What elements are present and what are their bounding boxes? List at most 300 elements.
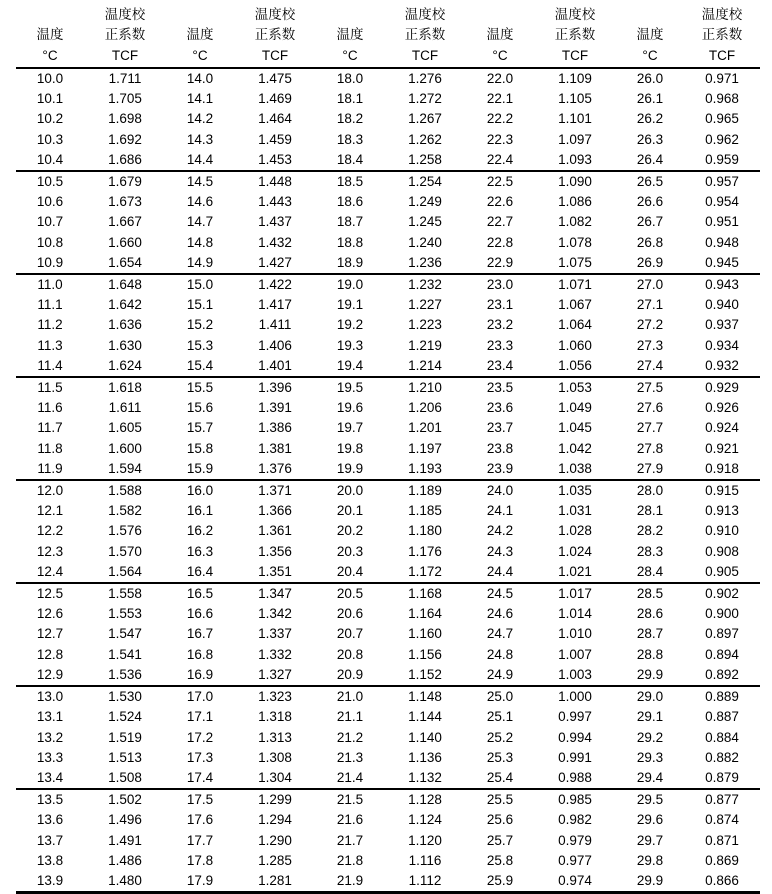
tcf-cell: 1.132 (408, 769, 442, 785)
table-row (16, 851, 760, 871)
header-temp-label: 温度 (336, 27, 364, 42)
tcf-cell: 1.071 (534, 274, 616, 295)
tcf-cell: 1.524 (108, 709, 142, 725)
tcf-cell: 1.508 (108, 769, 142, 785)
tcf-cell: 0.913 (705, 503, 739, 519)
temperature-cell: 14.4 (186, 151, 214, 167)
table-row (16, 233, 760, 253)
tcf-cell: 1.097 (558, 131, 592, 147)
tcf-cell: 0.985 (534, 789, 616, 810)
tcf-cell: 0.877 (684, 789, 760, 810)
tcf-cell: 1.272 (408, 91, 442, 107)
temperature-cell: 15.9 (186, 460, 214, 476)
tcf-cell: 1.605 (108, 420, 142, 436)
tcf-cell: 1.193 (408, 460, 442, 476)
tcf-cell: 1.411 (258, 317, 292, 333)
tcf-cell: 0.910 (705, 523, 739, 539)
temperature-cell: 26.1 (636, 91, 664, 107)
tcf-cell: 0.897 (705, 626, 739, 642)
table-row (16, 542, 760, 562)
tcf-cell: 0.979 (558, 832, 592, 848)
tcf-cell: 1.090 (534, 171, 616, 192)
tcf-cell: 1.376 (258, 460, 292, 476)
temperature-cell: 18.4 (336, 151, 364, 167)
temperature-cell: 20.9 (336, 666, 364, 682)
tcf-cell: 0.915 (684, 480, 760, 501)
tcf-cell: 1.547 (108, 626, 142, 642)
tcf-cell: 1.021 (558, 563, 592, 579)
tcf-cell: 1.459 (258, 131, 292, 147)
tcf-cell: 1.067 (558, 297, 592, 313)
tcf-cell: 0.962 (705, 131, 739, 147)
table-row (16, 150, 760, 171)
table-row (16, 68, 760, 89)
temperature-cell: 16.1 (186, 503, 214, 519)
tcf-cell: 1.304 (258, 769, 292, 785)
temperature-cell: 14.8 (186, 234, 214, 250)
tcf-cell: 1.513 (108, 749, 142, 765)
temperature-cell: 29.9 (636, 666, 664, 682)
header-blank (166, 0, 234, 24)
tcf-cell: 1.189 (384, 480, 466, 501)
tcf-cell: 1.406 (258, 337, 292, 353)
temperature-cell: 24.5 (466, 583, 534, 604)
temperature-cell: 20.8 (336, 646, 364, 662)
table-row (16, 130, 760, 150)
temperature-cell: 19.8 (336, 440, 364, 456)
header-blank (316, 0, 384, 24)
temperature-cell: 21.6 (336, 812, 364, 828)
tcf-cell: 1.024 (558, 543, 592, 559)
temperature-cell: 23.9 (486, 460, 514, 476)
temperature-cell: 19.0 (316, 274, 384, 295)
temperature-cell: 13.8 (36, 852, 64, 868)
temperature-cell: 13.1 (36, 709, 64, 725)
temperature-cell: 14.0 (186, 71, 214, 86)
temperature-cell: 25.7 (486, 832, 514, 848)
tcf-cell: 1.232 (384, 274, 466, 295)
temperature-cell: 26.8 (636, 234, 664, 250)
table-row (16, 789, 760, 810)
tcf-cell: 1.028 (558, 523, 592, 539)
temperature-cell: 12.6 (36, 606, 64, 622)
temperature-cell: 29.4 (636, 769, 664, 785)
temperature-cell: 29.7 (636, 832, 664, 848)
temperature-cell: 28.5 (616, 583, 684, 604)
tcf-cell: 1.541 (108, 646, 142, 662)
temperature-cell: 22.3 (486, 131, 514, 147)
temperature-cell: 23.6 (486, 400, 514, 416)
temperature-cell: 22.5 (466, 171, 534, 192)
tcf-cell: 0.871 (705, 832, 739, 848)
temperature-cell: 20.3 (336, 543, 364, 559)
tcf-cell: 1.258 (408, 151, 442, 167)
temperature-cell: 16.8 (186, 646, 214, 662)
tcf-cell: 0.997 (558, 709, 592, 725)
temperature-cell: 16.6 (186, 606, 214, 622)
temperature-cell: 26.9 (636, 254, 664, 270)
tcf-cell: 1.007 (558, 646, 592, 662)
table-row (16, 871, 760, 893)
temperature-cell: 13.2 (36, 729, 64, 745)
tcf-cell: 1.164 (408, 606, 442, 622)
temperature-cell: 12.3 (36, 543, 64, 559)
tcf-cell: 0.974 (534, 871, 616, 893)
header-temp-unit: °C (192, 48, 208, 63)
header-temp-unit: °C (642, 48, 658, 63)
tcf-cell: 1.396 (234, 377, 316, 398)
tcf-cell: 1.642 (108, 297, 142, 313)
tcf-cell: 1.116 (408, 852, 442, 868)
temperature-cell: 23.0 (466, 274, 534, 295)
tcf-cell: 1.576 (108, 523, 142, 539)
temperature-cell: 14.3 (186, 131, 214, 147)
temperature-cell: 23.1 (486, 297, 514, 313)
temperature-cell: 14.6 (186, 194, 214, 210)
tcf-cell: 1.060 (558, 337, 592, 353)
tcf-cell: 1.582 (108, 503, 142, 519)
temperature-cell: 20.4 (336, 563, 364, 579)
header-temp-label: 温度 (36, 27, 64, 42)
table-row (16, 665, 760, 686)
temperature-cell: 20.2 (336, 523, 364, 539)
temperature-cell: 28.8 (636, 646, 664, 662)
temperature-cell: 20.6 (336, 606, 364, 622)
tcf-cell: 1.570 (108, 543, 142, 559)
temperature-cell: 27.7 (636, 420, 664, 436)
header-temp-unit: °C (492, 48, 508, 63)
tcf-cell: 1.017 (534, 583, 616, 604)
temperature-cell: 24.4 (486, 563, 514, 579)
tcf-cell: 1.679 (84, 171, 166, 192)
temperature-cell: 18.8 (336, 234, 364, 250)
header-tcf-label-1: 温度校 (701, 7, 743, 22)
tcf-cell: 1.294 (258, 812, 292, 828)
tcf-cell: 1.056 (558, 357, 592, 373)
temperature-cell: 10.7 (36, 214, 64, 230)
table-row (16, 212, 760, 232)
header-blank (16, 0, 84, 24)
tcf-cell: 0.991 (558, 749, 592, 765)
temperature-cell: 17.3 (186, 749, 214, 765)
temperature-cell: 29.6 (636, 812, 664, 828)
tcf-cell: 1.361 (258, 523, 292, 539)
temperature-cell: 29.9 (616, 871, 684, 893)
tcf-cell: 0.900 (705, 606, 739, 622)
tcf-cell: 1.673 (108, 194, 142, 210)
temperature-cell: 24.0 (466, 480, 534, 501)
tcf-cell: 1.105 (558, 91, 592, 107)
header-tcf-label-1: 温度校 (554, 7, 596, 22)
tcf-cell: 1.371 (234, 480, 316, 501)
tcf-cell: 1.201 (408, 420, 442, 436)
temperature-cell: 26.6 (636, 194, 664, 210)
temperature-cell: 15.4 (186, 357, 214, 373)
table-row (16, 459, 760, 480)
temperature-cell: 27.6 (636, 400, 664, 416)
header-blank (466, 0, 534, 24)
temperature-cell: 20.5 (316, 583, 384, 604)
tcf-cell: 0.959 (705, 151, 739, 167)
temperature-cell: 17.4 (186, 769, 214, 785)
temperature-cell: 25.3 (486, 749, 514, 765)
temperature-cell: 12.8 (36, 646, 64, 662)
temperature-cell: 10.6 (36, 194, 64, 210)
header-row-3 (16, 45, 760, 68)
tcf-cell: 1.654 (108, 254, 142, 270)
temperature-cell: 27.0 (616, 274, 684, 295)
temperature-cell: 28.1 (636, 503, 664, 519)
temperature-cell: 16.4 (186, 563, 214, 579)
tcf-cell: 1.093 (558, 151, 592, 167)
tcf-cell: 0.902 (684, 583, 760, 604)
tcf-cell: 1.136 (408, 749, 442, 765)
temperature-cell: 22.2 (486, 111, 514, 127)
header-tcf-label-2: 正系数 (554, 27, 596, 42)
tcf-cell: 0.940 (705, 297, 739, 313)
tcf-cell: 1.245 (408, 214, 442, 230)
table-header (16, 0, 760, 68)
header-temp-label: 温度 (186, 27, 214, 42)
table-row (16, 707, 760, 727)
temperature-cell: 17.7 (186, 832, 214, 848)
temperature-cell: 14.9 (186, 254, 214, 270)
temperature-cell: 24.1 (486, 503, 514, 519)
temperature-cell: 25.5 (466, 789, 534, 810)
temperature-cell: 15.8 (186, 440, 214, 456)
header-tcf-label-1: 温度校 (104, 7, 146, 22)
temperature-cell: 18.6 (336, 194, 364, 210)
temperature-cell: 23.8 (486, 440, 514, 456)
table-row (16, 398, 760, 418)
table-row (16, 624, 760, 644)
temperature-cell: 11.4 (37, 357, 63, 373)
temperature-cell: 11.5 (16, 377, 84, 398)
temperature-cell: 18.1 (336, 91, 364, 107)
tcf-cell: 0.894 (705, 646, 739, 662)
tcf-table (16, 0, 760, 894)
temperature-cell: 10.8 (36, 234, 64, 250)
tcf-cell: 1.356 (258, 543, 292, 559)
tcf-cell: 1.443 (258, 194, 292, 210)
temperature-cell: 21.8 (336, 852, 364, 868)
tcf-cell: 0.934 (705, 337, 739, 353)
tcf-cell: 1.437 (258, 214, 292, 230)
temperature-cell: 16.3 (186, 543, 214, 559)
tcf-cell: 0.957 (684, 171, 760, 192)
temperature-cell: 18.7 (336, 214, 364, 230)
temperature-cell: 17.1 (186, 709, 214, 725)
temperature-cell: 13.4 (36, 769, 64, 785)
table-row (16, 89, 760, 109)
table-row (16, 192, 760, 212)
tcf-cell: 1.553 (108, 606, 142, 622)
tcf-cell: 1.267 (408, 111, 442, 127)
temperature-cell: 21.7 (336, 832, 364, 848)
temperature-cell: 19.9 (336, 460, 364, 476)
tcf-cell: 1.276 (408, 71, 442, 86)
temperature-cell: 26.3 (636, 131, 664, 147)
tcf-cell: 1.386 (258, 420, 292, 436)
table-row (16, 274, 760, 295)
temperature-cell: 10.2 (36, 111, 64, 127)
tcf-cell: 1.351 (258, 563, 292, 579)
temperature-cell: 22.6 (486, 194, 514, 210)
tcf-cell: 1.082 (558, 214, 592, 230)
tcf-cell: 0.948 (705, 234, 739, 250)
temperature-cell: 24.8 (486, 646, 514, 662)
temperature-cell: 10.5 (16, 171, 84, 192)
tcf-cell: 1.168 (384, 583, 466, 604)
temperature-cell: 11.7 (37, 420, 63, 436)
tcf-cell: 0.951 (705, 214, 739, 230)
temperature-cell: 19.2 (336, 317, 364, 333)
temperature-cell: 25.6 (486, 812, 514, 828)
table-row (16, 728, 760, 748)
table-row (16, 645, 760, 665)
temperature-cell: 22.9 (486, 254, 514, 270)
temperature-cell: 25.4 (486, 769, 514, 785)
temperature-cell: 23.4 (486, 357, 514, 373)
temperature-cell: 17.9 (166, 871, 234, 893)
temperature-cell: 11.0 (16, 274, 84, 295)
temperature-cell: 19.1 (336, 297, 364, 313)
temperature-cell: 15.3 (186, 337, 214, 353)
temperature-cell: 12.5 (16, 583, 84, 604)
tcf-cell: 0.908 (705, 543, 739, 559)
tcf-cell: 1.003 (558, 666, 592, 682)
temperature-cell: 13.5 (16, 789, 84, 810)
temperature-cell: 24.6 (486, 606, 514, 622)
temperature-cell: 23.5 (466, 377, 534, 398)
temperature-cell: 13.7 (36, 832, 64, 848)
temperature-cell: 28.2 (636, 523, 664, 539)
tcf-cell: 1.120 (408, 832, 442, 848)
tcf-cell: 0.988 (558, 769, 592, 785)
tcf-cell: 0.994 (558, 729, 592, 745)
tcf-cell: 0.905 (705, 563, 739, 579)
tcf-cell: 1.308 (258, 749, 292, 765)
temperature-cell: 23.3 (486, 337, 514, 353)
temperature-cell: 27.2 (636, 317, 664, 333)
tcf-cell: 0.932 (705, 357, 739, 373)
temperature-cell: 15.6 (186, 400, 214, 416)
temperature-cell: 27.8 (636, 440, 664, 456)
temperature-cell: 18.2 (336, 111, 364, 127)
tcf-cell: 1.588 (84, 480, 166, 501)
header-temp-unit: °C (342, 48, 358, 63)
tcf-cell: 0.892 (705, 666, 739, 682)
temperature-cell: 21.5 (316, 789, 384, 810)
header-tcf-label-1: 温度校 (254, 7, 296, 22)
temperature-cell: 16.5 (166, 583, 234, 604)
tcf-cell: 1.496 (108, 812, 142, 828)
temperature-cell: 17.6 (186, 812, 214, 828)
tcf-cell: 0.887 (705, 709, 739, 725)
temperature-cell: 13.0 (16, 686, 84, 707)
tcf-cell: 0.982 (558, 812, 592, 828)
tcf-cell: 1.053 (534, 377, 616, 398)
temperature-cell: 11.6 (37, 400, 63, 416)
header-tcf-label-2: 正系数 (404, 27, 446, 42)
temperature-cell: 27.1 (636, 297, 664, 313)
temperature-cell: 22.7 (486, 214, 514, 230)
temperature-cell: 12.9 (36, 666, 64, 682)
tcf-cell: 1.630 (108, 337, 142, 353)
tcf-cell: 1.109 (558, 71, 592, 86)
temperature-cell: 12.2 (36, 523, 64, 539)
header-temp-unit: °C (42, 48, 58, 63)
tcf-cell: 1.469 (258, 91, 292, 107)
temperature-cell: 18.0 (336, 71, 364, 86)
temperature-cell: 25.0 (466, 686, 534, 707)
tcf-cell: 1.453 (258, 151, 292, 167)
tcf-cell: 0.882 (705, 749, 739, 765)
tcf-cell: 1.049 (558, 400, 592, 416)
temperature-cell: 15.2 (186, 317, 214, 333)
temperature-cell: 20.7 (336, 626, 364, 642)
header-blank (616, 0, 684, 24)
tcf-cell: 1.197 (408, 440, 442, 456)
temperature-cell: 21.0 (316, 686, 384, 707)
temperature-cell: 23.7 (486, 420, 514, 436)
temperature-cell: 26.4 (636, 151, 664, 167)
temperature-cell: 13.6 (36, 812, 64, 828)
tcf-cell: 0.954 (705, 194, 739, 210)
tcf-cell: 1.075 (558, 254, 592, 270)
tcf-cell: 1.180 (408, 523, 442, 539)
tcf-cell: 1.486 (108, 852, 142, 868)
tcf-cell: 1.332 (258, 646, 292, 662)
tcf-cell: 0.874 (705, 812, 739, 828)
table-row (16, 583, 760, 604)
tcf-cell: 1.536 (108, 666, 142, 682)
temperature-cell: 27.4 (636, 357, 664, 373)
header-row-2 (16, 24, 760, 45)
tcf-cell: 1.045 (558, 420, 592, 436)
temperature-cell: 27.5 (616, 377, 684, 398)
tcf-cell: 1.519 (108, 729, 142, 745)
temperature-cell: 12.1 (36, 503, 64, 519)
tcf-cell: 1.010 (558, 626, 592, 642)
temperature-cell: 28.7 (636, 626, 664, 642)
header-row-1 (16, 0, 760, 24)
temperature-cell: 17.8 (186, 852, 214, 868)
tcf-cell: 1.564 (108, 563, 142, 579)
tcf-cell: 1.156 (408, 646, 442, 662)
temperature-cell: 11.3 (37, 337, 63, 353)
temperature-cell: 11.1 (37, 297, 63, 313)
temperature-cell: 16.7 (186, 626, 214, 642)
tcf-cell: 1.422 (234, 274, 316, 295)
tcf-cell: 0.879 (705, 769, 739, 785)
tcf-cell: 1.236 (408, 254, 442, 270)
temperature-cell: 26.0 (636, 71, 664, 86)
temperature-cell: 11.8 (37, 440, 63, 456)
header-temp-label: 温度 (486, 27, 514, 42)
tcf-cell: 1.391 (258, 400, 292, 416)
temperature-cell: 18.3 (336, 131, 364, 147)
tcf-cell: 1.427 (258, 254, 292, 270)
table-body (16, 68, 760, 893)
tcf-cell: 0.937 (705, 317, 739, 333)
tcf-cell: 1.711 (108, 71, 142, 86)
header-tcf-label-2: 正系数 (701, 27, 743, 42)
table-row (16, 521, 760, 541)
tcf-cell: 0.965 (705, 111, 739, 127)
tcf-cell: 1.210 (384, 377, 466, 398)
tcf-cell: 1.611 (108, 400, 142, 416)
